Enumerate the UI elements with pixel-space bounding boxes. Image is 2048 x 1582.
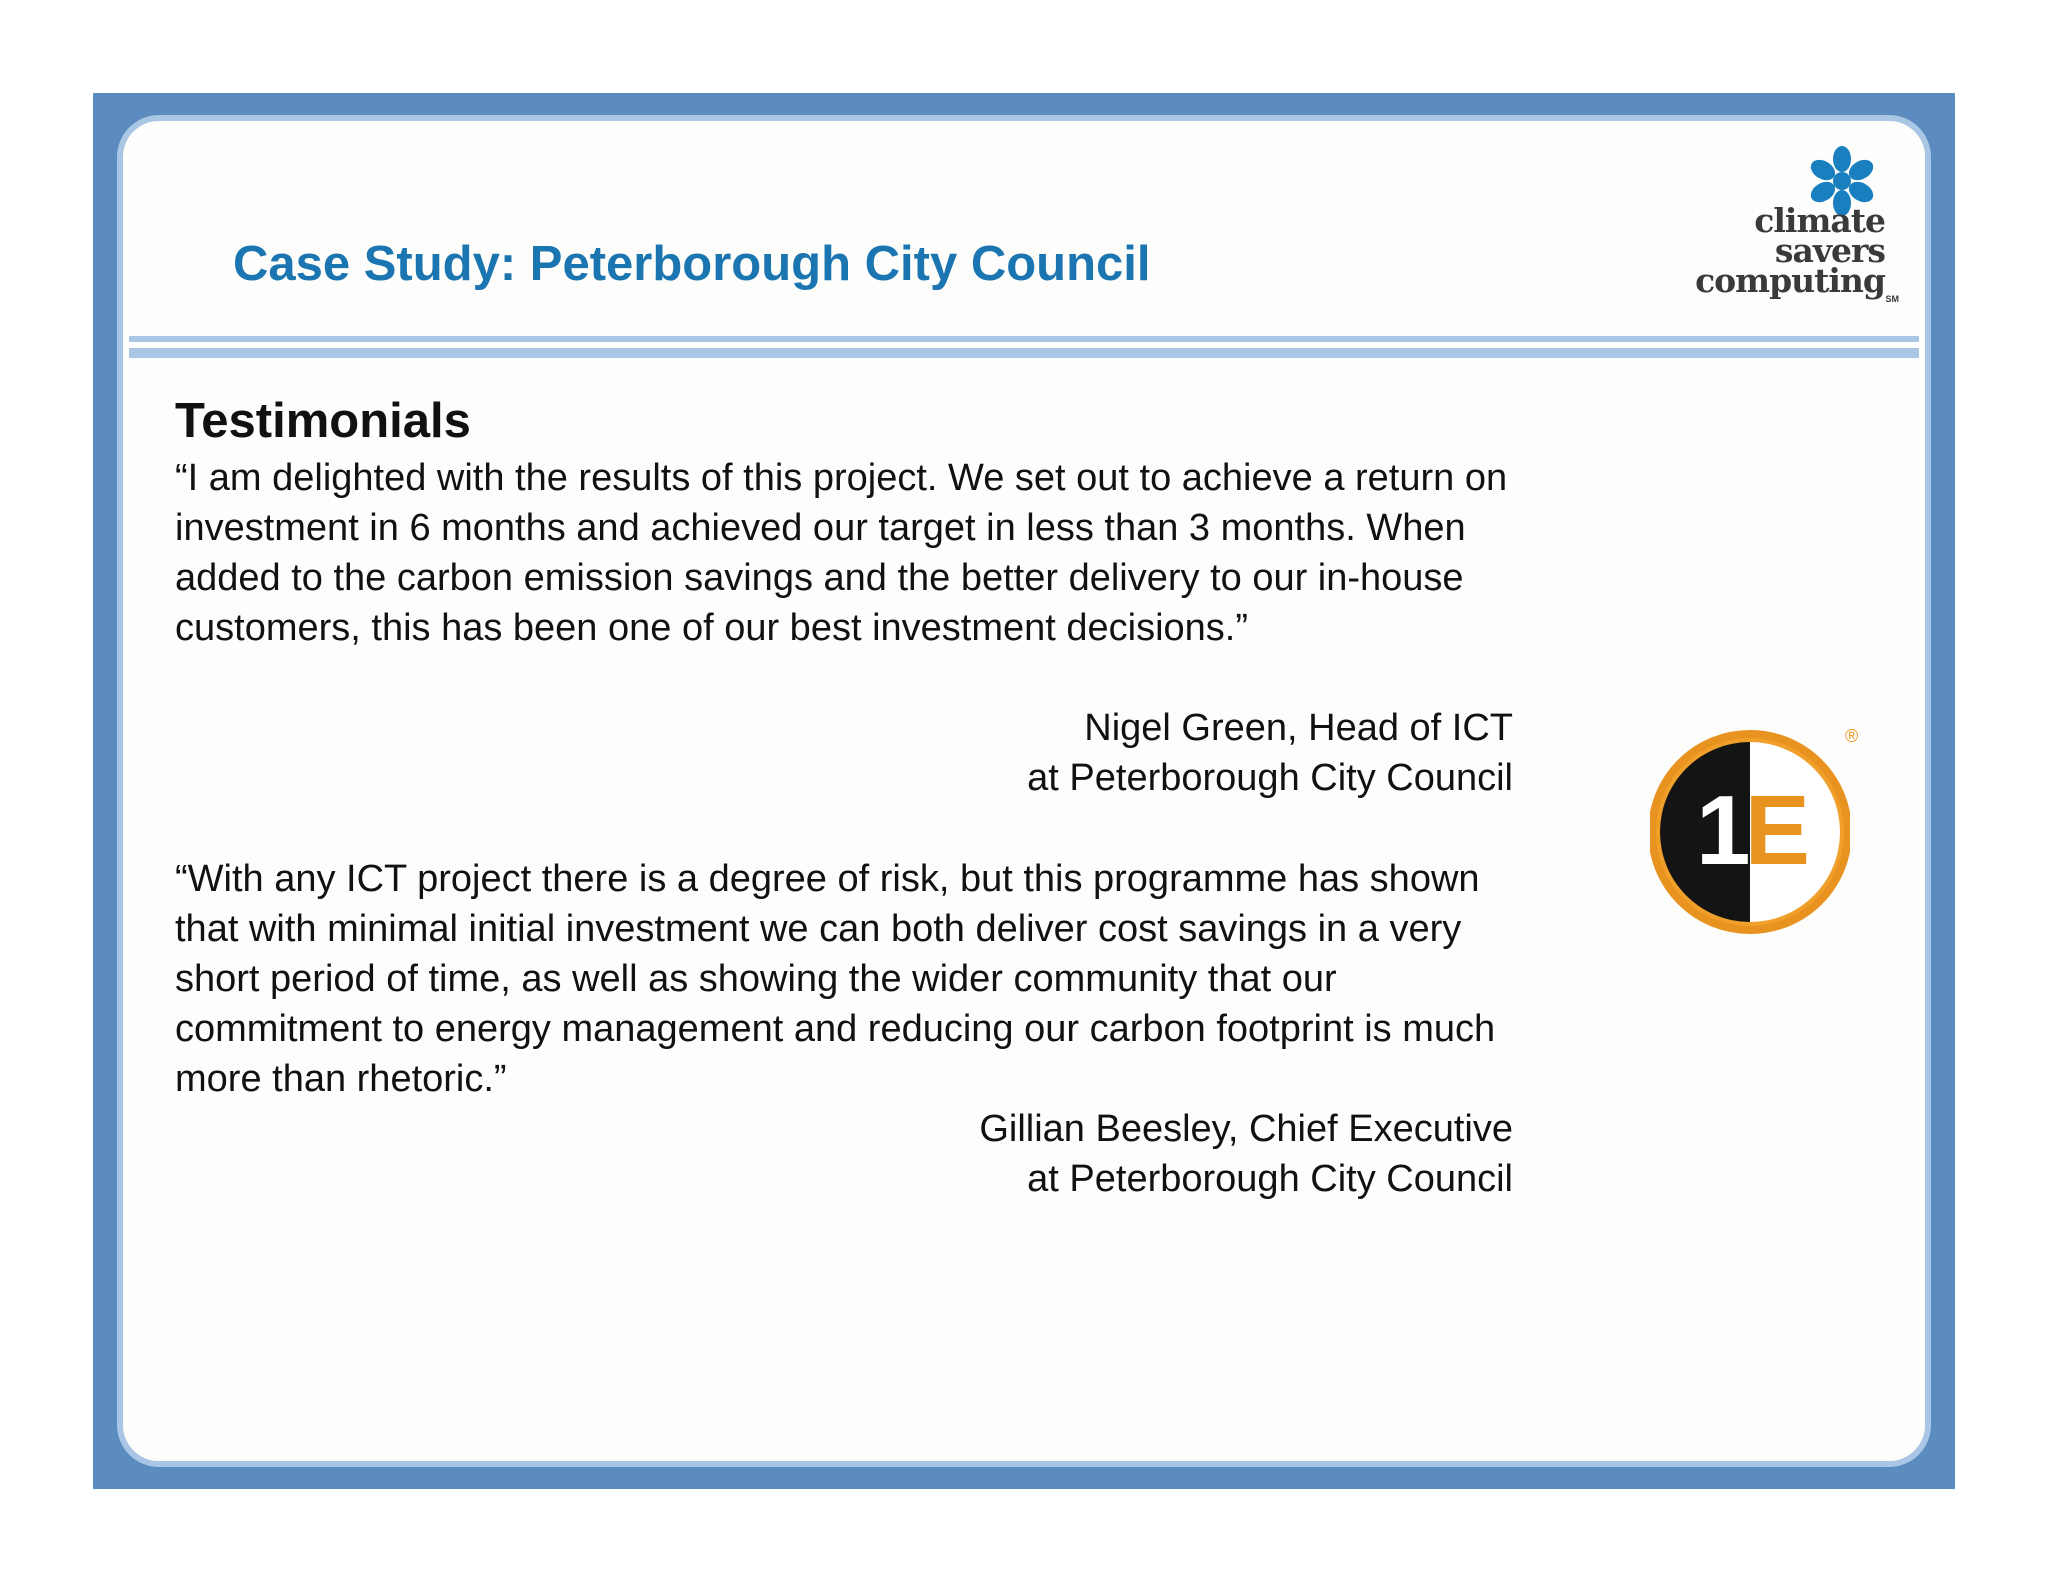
1e-logo [1650,726,1880,936]
testimonial-quote: “I am delighted with the results of this project. We set out to achieve a return on investment in 6 months and achieved our target in less than 3 months. When added to the carbon emission savings and the better delivery to our in-house customers, this has been one of our best investment decisions.” [175,457,1508,649]
testimonial-attribution [1027,703,1513,803]
header-divider [129,336,1919,358]
1e-logo-mark [1650,726,1850,936]
service-mark: SM [1885,294,1899,304]
page-title: Case Study: Peterborough City Council [233,237,1151,291]
attribution-name: Nigel Green, Head of ICT [1084,707,1513,749]
svg-text:1E: 1E [1696,775,1804,885]
attribution-name: Gillian Beesley, Chief Executive [979,1108,1513,1150]
testimonial-quote: “With any ICT project there is a degree of risk, but this programme has shown that with minimal initial investment we can both deliver cost savings in a very short period of time, as well as showing the wider community that our commitment to energy management and reducing our carbon footprint is much more than rhetoric.” [175,858,1496,1100]
registered-mark: ® [1845,726,1859,746]
climate-savers-computing-wordmark: climate savers computing [1695,201,1885,300]
climate-savers-computing-logo [1665,146,1905,316]
attribution-org: at Peterborough City Council [1027,757,1513,799]
attribution-org: at Peterborough City Council [1027,1158,1513,1200]
testimonial-attribution [979,1104,1513,1204]
section-heading: Testimonials [175,394,471,448]
